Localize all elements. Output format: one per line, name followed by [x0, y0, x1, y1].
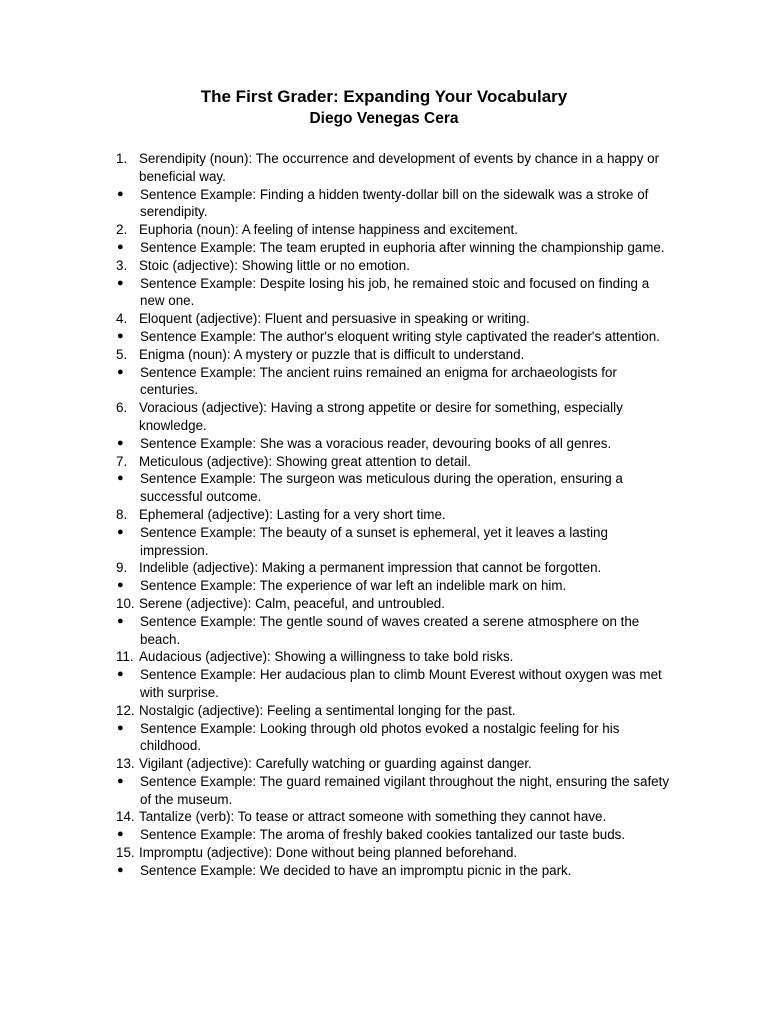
list-marker: 10. [116, 595, 135, 611]
list-marker: 2. [116, 222, 128, 238]
list-marker: 9. [116, 560, 128, 576]
bullet-icon: ● [117, 436, 124, 449]
list-item [116, 808, 676, 826]
bullet-icon: ● [117, 240, 124, 253]
list-item-text: Sentence Example: The author's eloquent writing style captivated the reader's attention. [140, 328, 660, 344]
list-item [116, 470, 676, 506]
list-item [116, 524, 676, 560]
document-title: The First Grader: Expanding Your Vocabulary [200, 87, 568, 106]
list-marker: 6. [116, 400, 128, 416]
document-author: Diego Venegas Cera [309, 110, 459, 127]
list-item [116, 186, 676, 222]
list-item [116, 844, 676, 862]
bullet-icon: ● [117, 365, 124, 378]
list-marker: 1. [116, 151, 128, 166]
list-item-text: Sentence Example: The guard remained vigilant throughout the night, ensuring the safety of the museum. [140, 773, 670, 807]
list-item-text: Impromptu (adjective): Done without being planned beforehand. [139, 845, 518, 861]
bullet-icon: ● [117, 614, 124, 627]
list-item [116, 559, 676, 577]
list-item [116, 364, 676, 400]
list-marker: 13. [116, 756, 135, 772]
list-item-text: Serendipity (noun): The occurrence and development of events by chance in a happy or beneficial way. [139, 151, 660, 184]
list-item-text: Sentence Example: The surgeon was meticulous during the operation, ensuring a successful outcome. [140, 471, 623, 505]
list-item-text: Sentence Example: Finding a hidden twenty-dollar bill on the sidewalk was a stroke of serendipity. [140, 186, 649, 220]
bullet-icon: ● [117, 774, 124, 787]
list-item-text: Vigilant (adjective): Carefully watching or guarding against danger. [139, 756, 532, 772]
list-item [116, 275, 676, 311]
list-item [116, 720, 676, 756]
list-item-text: Sentence Example: Despite losing his job, he remained stoic and focused on finding a new one. [140, 275, 650, 309]
list-item-text: Meticulous (adjective): Showing great attention to detail. [139, 453, 471, 469]
list-item [116, 648, 676, 666]
list-item [116, 346, 676, 364]
bullet-icon: ● [117, 828, 124, 841]
list-marker: 3. [116, 257, 128, 273]
list-item-text: Sentence Example: She was a voracious reader, devouring books of all genres. [140, 435, 612, 451]
list-item-text: Sentence Example: Her audacious plan to climb Mount Everest without oxygen was met with surprise. [140, 667, 662, 700]
list-item-text: Indelible (adjective): Making a permanent impression that cannot be forgotten. [139, 560, 602, 576]
list-item-text: Sentence Example: The ancient ruins remained an enigma for archaeologists for centuries. [140, 364, 617, 398]
list-item-text: Audacious (adjective): Showing a willingness to take bold risks. [139, 649, 514, 665]
bullet-icon: ● [117, 276, 124, 289]
list-item [116, 435, 676, 453]
list-marker: 8. [116, 506, 128, 522]
list-item-text: Sentence Example: The experience of war left an indelible mark on him. [140, 578, 567, 594]
list-marker: 12. [116, 702, 135, 718]
list-marker: 14. [116, 809, 135, 825]
list-item [116, 595, 676, 613]
bullet-icon: ● [117, 525, 124, 538]
list-item-text: Sentence Example: The gentle sound of waves created a serene atmosphere on the beach. [140, 613, 640, 647]
list-item-text: Tantalize (verb): To tease or attract someone with something they cannot have. [139, 809, 607, 825]
bullet-icon: ● [117, 187, 124, 200]
list-item [116, 221, 676, 239]
bullet-icon: ● [117, 579, 124, 592]
bullet-icon: ● [117, 668, 124, 681]
list-item-text: Serene (adjective): Calm, peaceful, and untroubled. [139, 595, 445, 611]
list-marker: 11. [116, 649, 134, 665]
list-item-text: Sentence Example: Looking through old photos evoked a nostalgic feeling for his childhood. [140, 720, 620, 754]
list-item [116, 773, 676, 809]
list-item [116, 399, 676, 435]
vocabulary-list [116, 150, 676, 880]
list-item [116, 506, 676, 524]
list-item [116, 453, 676, 471]
list-item [116, 577, 676, 595]
list-marker: 7. [116, 453, 128, 469]
list-marker: 4. [116, 311, 128, 327]
list-item-text: Sentence Example: We decided to have an impromptu picnic in the park. [140, 862, 572, 878]
list-item-text: Euphoria (noun): A feeling of intense happiness and excitement. [139, 222, 518, 238]
list-item-text: Voracious (adjective): Having a strong appetite or desire for something, especially knowledge. [139, 400, 623, 433]
list-item [116, 613, 676, 649]
list-item [116, 328, 676, 346]
list-item [116, 826, 676, 844]
list-item-text: Stoic (adjective): Showing little or no emotion. [139, 257, 410, 273]
list-marker: 15. [116, 845, 135, 861]
bullet-icon: ● [117, 329, 124, 342]
list-item [116, 666, 676, 702]
list-item [116, 862, 676, 880]
list-item [116, 702, 676, 720]
list-item-text: Sentence Example: The beauty of a sunset is ephemeral, yet it leaves a lasting impression. [140, 524, 608, 558]
list-item [116, 755, 676, 773]
list-item [116, 150, 676, 186]
list-marker: 5. [116, 346, 128, 362]
list-item [116, 310, 676, 328]
bullet-icon: ● [117, 472, 124, 485]
list-item-text: Ephemeral (adjective): Lasting for a very short time. [139, 506, 446, 522]
bullet-icon: ● [117, 721, 124, 734]
bullet-icon: ● [117, 863, 124, 876]
list-item-text: Sentence Example: The team erupted in euphoria after winning the championship game. [140, 239, 665, 255]
list-item-text: Eloquent (adjective): Fluent and persuasive in speaking or writing. [139, 311, 530, 327]
list-item [116, 239, 676, 257]
list-item [116, 257, 676, 275]
list-item-text: Sentence Example: The aroma of freshly baked cookies tantalized our taste buds. [140, 827, 626, 843]
list-item-text: Nostalgic (adjective): Feeling a sentimental longing for the past. [139, 702, 516, 718]
list-item-text: Enigma (noun): A mystery or puzzle that is difficult to understand. [139, 346, 525, 362]
